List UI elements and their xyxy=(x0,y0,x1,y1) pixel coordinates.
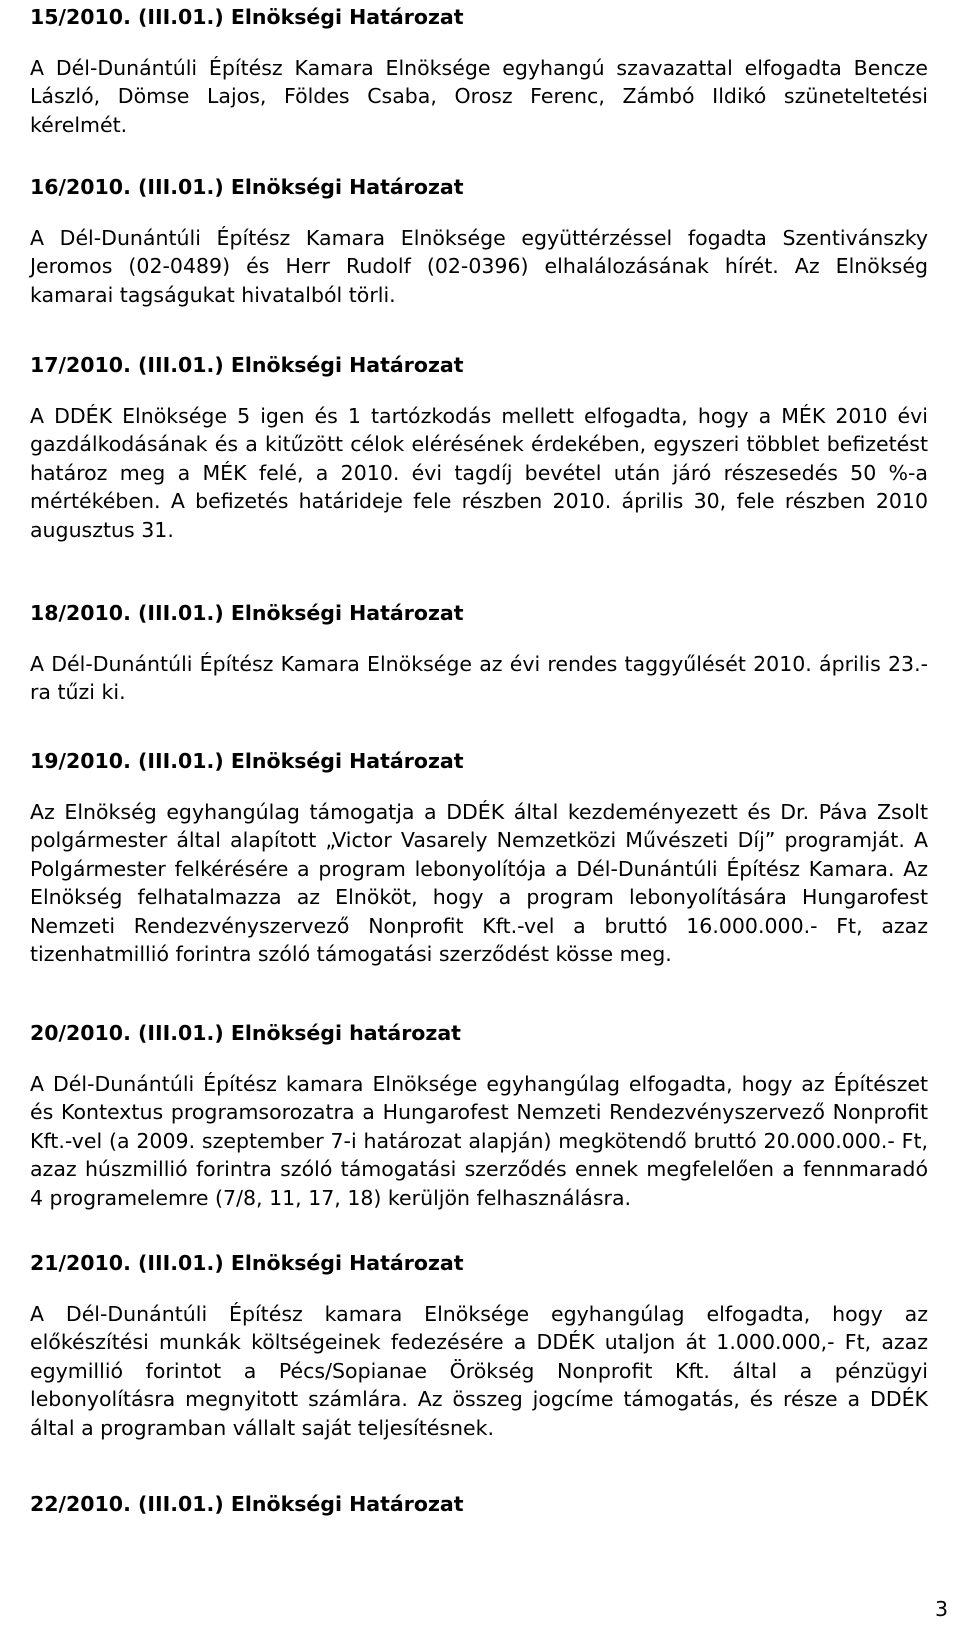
resolution-body: A Dél-Dunántúli Építész kamara Elnöksége egyhangúlag elfogadta, hogy az előkészítési munkák költségeinek fedezésére a DDÉK utaljon át 1.000.000,- Ft, azaz egymillió forintot a Pécs/Sopianae Örökség Nonprofit Kft. által a pénzügyi lebonyolításra megnyitott számlára. Az összeg jogcíme támogatás, és része a DDÉK által a programban vállalt saját teljesítésnek. xyxy=(30,1302,928,1440)
resolution-19 xyxy=(30,748,928,968)
resolution-body: A Dél-Dunántúli Építész Kamara Elnöksége együttérzéssel fogadta Szentivánszky Jeromos (02-0489) és Herr Rudolf (02-0396) elhalálozásának hírét. Az Elnökség kamarai tagságukat hivatalból törli. xyxy=(30,226,928,307)
resolution-22 xyxy=(30,1491,928,1517)
resolution-body: A DDÉK Elnöksége 5 igen és 1 tartózkodás mellett elfogadta, hogy a MÉK 2010 évi gazdálkodásának és a kitűzött célok elérésének érdekében, egyszeri többlet befizetést határoz meg a MÉK felé, a 2010. évi tagdíj bevétel után járó részesedés 50 %-a mértékében. A befizetés határideje fele részben 2010. április 30, fele részben 2010 augusztus 31. xyxy=(30,404,928,542)
resolution-title: 16/2010. (III.01.) Elnökségi Határozat xyxy=(30,175,464,199)
resolution-title: 15/2010. (III.01.) Elnökségi Határozat xyxy=(30,5,464,29)
resolution-17 xyxy=(30,352,928,544)
resolution-body: A Dél-Dunántúli Építész Kamara Elnöksége az évi rendes taggyűlését 2010. április 23.-ra tűzi ki. xyxy=(30,652,928,705)
resolution-title: 22/2010. (III.01.) Elnökségi Határozat xyxy=(30,1492,464,1516)
resolution-title: 17/2010. (III.01.) Elnökségi Határozat xyxy=(30,353,464,377)
page-number: 3 xyxy=(934,1597,948,1621)
resolution-body: A Dél-Dunántúli Építész Kamara Elnöksége egyhangú szavazattal elfogadta Bencze László, Dömse Lajos, Földes Csaba, Orosz Ferenc, Zámbó Ildikó szüneteltetési kérelmét. xyxy=(30,56,928,137)
resolution-18 xyxy=(30,600,928,707)
resolution-21 xyxy=(30,1250,928,1442)
resolution-title: 21/2010. (III.01.) Elnökségi Határozat xyxy=(30,1251,464,1275)
resolution-15 xyxy=(30,4,928,139)
resolution-body: Az Elnökség egyhangúlag támogatja a DDÉK által kezdeményezett és Dr. Páva Zsolt polgármester által alapított „Victor Vasarely Nemzetközi Művészeti Díj” programját. A Polgármester felkérésére a program lebonyolítója a Dél-Dunántúli Építész Kamara. Az Elnökség felhatalmazza az Elnököt, hogy a program lebonyolítására Hungarofest Nemzeti Rendezvényszervező Nonprofit Kft.-vel a bruttó 16.000.000.- Ft, azaz tizenhatmillió forintra szóló támogatási szerződést kösse meg. xyxy=(30,800,928,967)
resolution-title: 20/2010. (III.01.) Elnökségi határozat xyxy=(30,1021,461,1045)
resolution-20 xyxy=(30,1020,928,1212)
resolution-title: 19/2010. (III.01.) Elnökségi Határozat xyxy=(30,749,464,773)
resolution-title: 18/2010. (III.01.) Elnökségi Határozat xyxy=(30,601,464,625)
resolution-16 xyxy=(30,174,928,309)
resolution-body: A Dél-Dunántúli Építész kamara Elnöksége egyhangúlag elfogadta, hogy az Építészet és Kontextus programsorozatra a Hungarofest Nemzeti Rendezvényszervező Nonprofit Kft.-vel (a 2009. szeptember 7-i határozat alapján) megkötendő bruttó 20.000.000.- Ft, azaz húszmillió forintra szóló támogatási szerződés ennek megfelelően a fennmaradó 4 programelemre (7/8, 11, 17, 18) kerüljön felhasználásra. xyxy=(30,1072,928,1210)
